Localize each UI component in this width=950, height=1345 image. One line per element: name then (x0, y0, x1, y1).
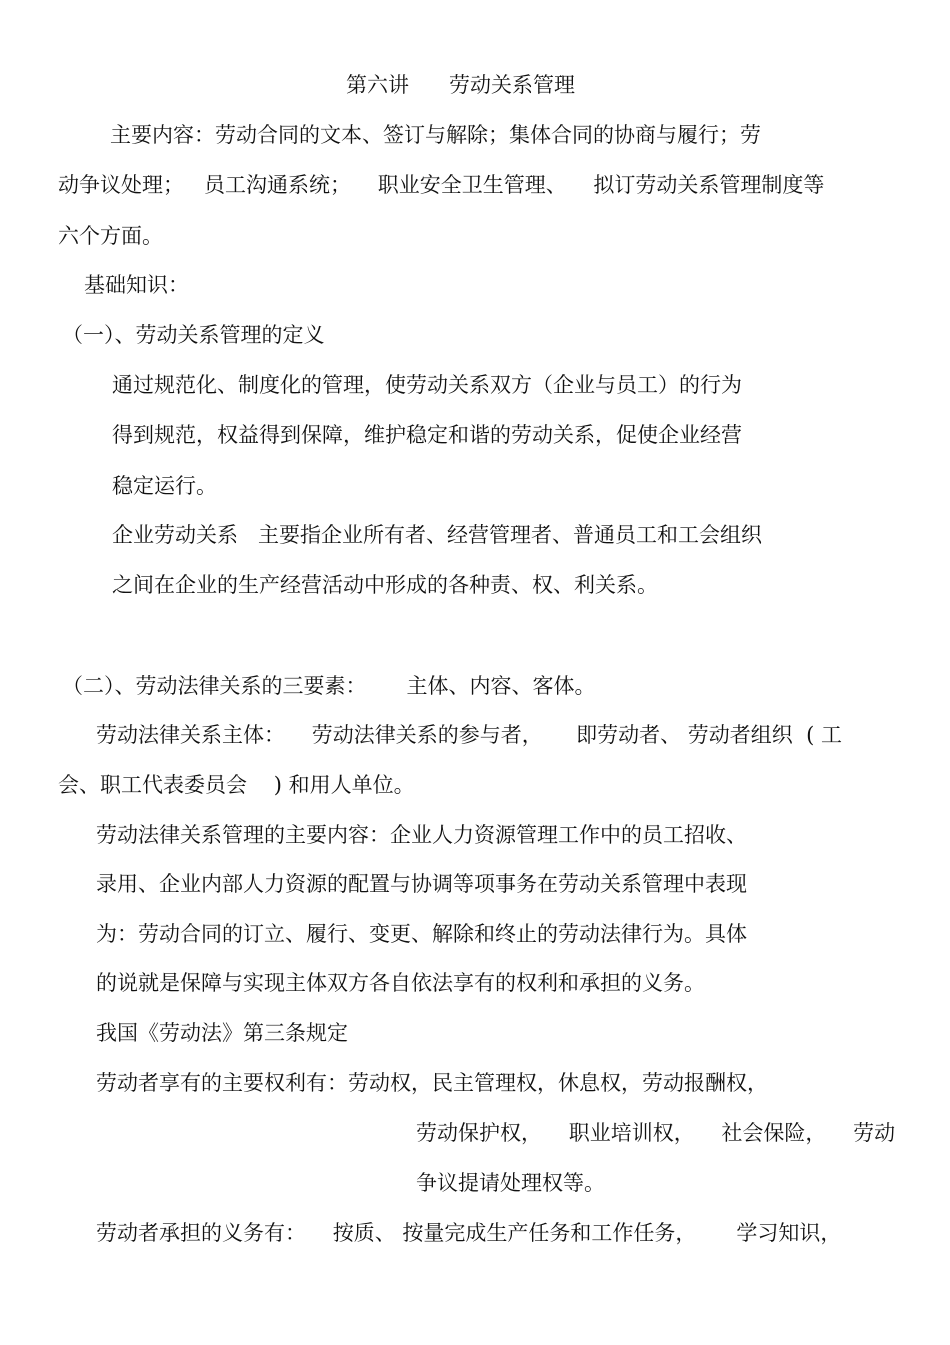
section-1-paragraph-1-line-2: 得到规范，权益得到保障，维护稳定和谐的劳动关系，促使企业经营 (112, 423, 742, 447)
management-content-line-3: 为：劳动合同的订立、履行、变更、解除和终止的劳动法律行为。具体 (96, 922, 747, 946)
worker-duties-line-1: 劳动者承担的义务有： 按质、 按量完成生产任务和工作任务， 学习知识， (96, 1221, 842, 1245)
basics-heading: 基础知识： (84, 273, 189, 297)
section-1-paragraph-1-line-3: 稳定运行。 (112, 474, 217, 498)
section-1-paragraph-2-line-2: 之间在企业的生产经营活动中形成的各种责、权、利关系。 (112, 573, 658, 597)
management-content-line-1: 劳动法律关系管理的主要内容：企业人力资源管理工作中的员工招收、 (96, 823, 747, 847)
intro-line-1: 主要内容：劳动合同的文本、签订与解除；集体合同的协商与履行；劳 (110, 123, 761, 147)
legal-subject-line-1: 劳动法律关系主体： 劳动法律关系的参与者， 即劳动者、 劳动者组织 ( 工 (96, 723, 842, 747)
worker-rights-line-3: 争议提请处理权等。 (416, 1171, 605, 1195)
worker-rights-line-1: 劳动者享有的主要权利有：劳动权，民主管理权，休息权，劳动报酬权， (96, 1071, 768, 1095)
labor-law-reference: 我国《劳动法》第三条规定 (96, 1021, 348, 1045)
section-2-heading: （二）、劳动法律关系的三要素： 主体、内容、客体。 (62, 674, 596, 698)
management-content-line-4: 的说就是保障与实现主体双方各自依法享有的权利和承担的义务。 (96, 971, 705, 995)
legal-subject-line-2: 会、职工代表委员会 ) 和用人单位。 (58, 773, 415, 797)
section-1-heading: （一）、劳动关系管理的定义 (62, 323, 325, 347)
section-1-paragraph-1-line-1: 通过规范化、制度化的管理，使劳动关系双方（企业与员工）的行为 (112, 373, 742, 397)
intro-line-3: 六个方面。 (58, 224, 163, 248)
intro-line-2: 动争议处理； 员工沟通系统； 职业安全卫生管理、 拟订劳动关系管理制度等 (58, 173, 825, 197)
worker-rights-line-2: 劳动保护权， 职业培训权， 社会保险， 劳动 (416, 1121, 896, 1145)
page-title: 第六讲 劳动关系管理 (346, 73, 576, 97)
section-1-paragraph-2-line-1: 企业劳动关系 主要指企业所有者、经营管理者、普通员工和工会组织 (112, 523, 763, 547)
management-content-line-2: 录用、企业内部人力资源的配置与协调等项事务在劳动关系管理中表现 (96, 872, 747, 896)
